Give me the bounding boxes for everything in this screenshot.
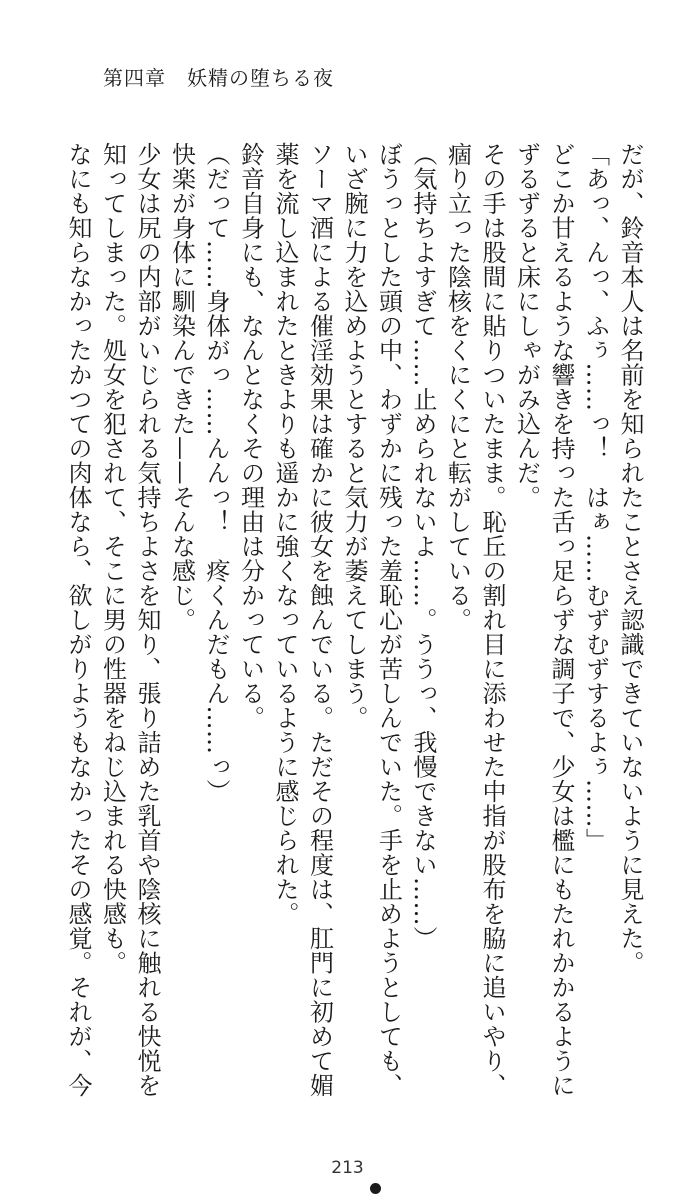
text-line: いざ腕に力を込めようとすると気力が萎えてしまう。 (340, 142, 368, 730)
text-line: 痼り立った陰核をくにくにと転がしている。 (443, 142, 472, 632)
page-number: 213 (331, 1158, 364, 1178)
text-line: その手は股間に貼りついたまま。恥丘の割れ目に添わせた中指が股布を脇に追いやり、 (478, 142, 506, 1098)
text-line: （気持ちよすぎて……止められないよ……。ううっ、我慢できない……） (409, 142, 437, 951)
text-line: どこか甘えるような響きを持った舌っ足らずな調子で、少女は檻にもたれかかるように (547, 142, 575, 1098)
text-line: 鈴音自身にも、なんとなくその理由は分かっている。 (236, 142, 265, 730)
text-line: 薬を流し込まれたときよりも遥かに強くなっているように感じられた。 (271, 142, 299, 926)
text-line: だが、鈴音本人は名前を知られたことさえ認識できていないように見えた。 (616, 142, 644, 975)
text-line: ソーマ酒による催淫効果は確かに彼女を蝕んでいる。ただその程度は、肛門に初めて媚 (305, 142, 334, 1098)
body-text (61, 142, 648, 1098)
folio-bullet-icon (370, 1183, 381, 1194)
running-head: 第四章 妖精の堕ちる夜 (103, 66, 334, 90)
text-line: 知ってしまった。処女を犯されて、そこに男の性器をねじ込まれる快感も。 (98, 142, 127, 975)
text-line: （だって……身体がっ……んんっ！ 疼くんだもん……っ） (202, 142, 230, 804)
text-line: 快楽が身体に馴染んできた——そんな感じ。 (167, 142, 196, 632)
text-line: ずるずると床にしゃがみ込んだ。 (512, 142, 541, 510)
text-line: 少女は尻の内部がいじられる気持ちよさを知り、張り詰めた乳首や陰核に触れる快悦を (133, 142, 161, 1098)
text-line: なにも知らなかったかつての肉体なら、欲しがりようもなかったその感覚。それが、今 (64, 142, 92, 1098)
text-line: ぼうっとした頭の中、わずかに残った羞恥心が苦しんでいた。手を止めようとしても、 (374, 142, 403, 1098)
text-line: 「あっ、んっ、ふぅ……っ！ はぁ……むずむずするよぅ……」 (581, 142, 610, 853)
